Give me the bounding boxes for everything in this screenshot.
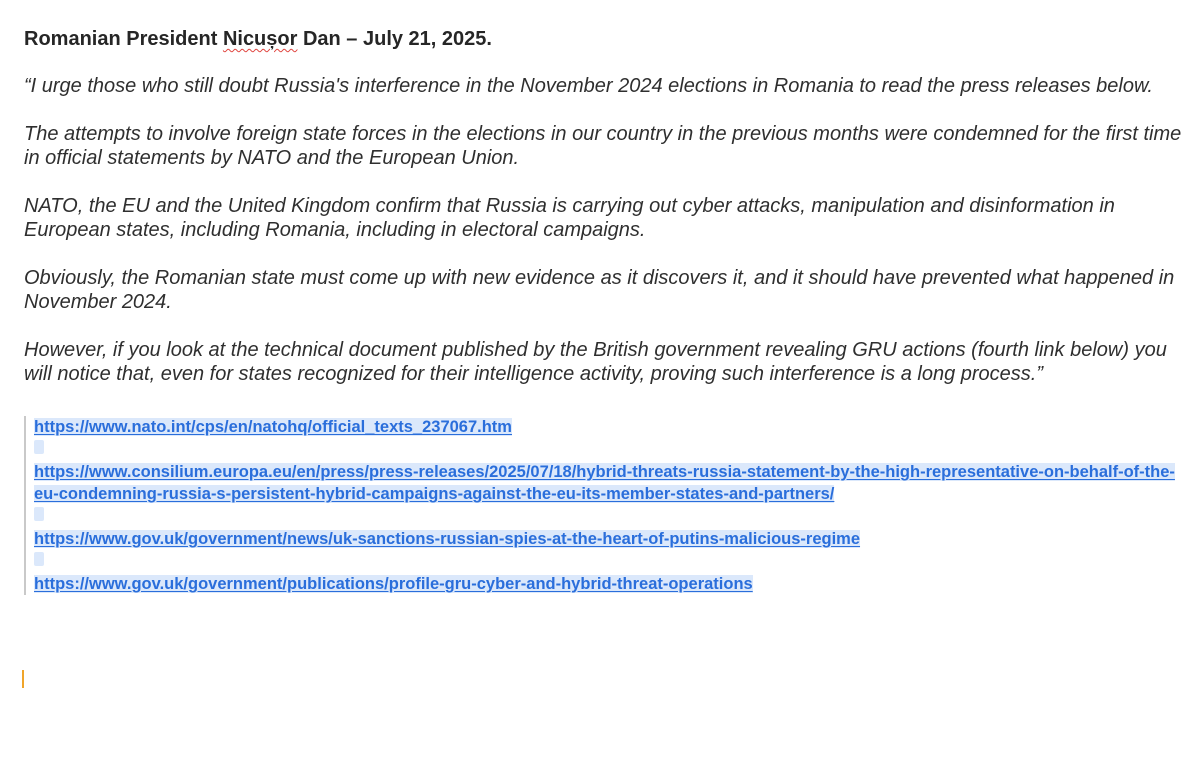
selection-gap bbox=[34, 440, 44, 454]
document-heading bbox=[24, 26, 1184, 52]
link-list bbox=[24, 416, 1184, 595]
quote-paragraph-3: NATO, the EU and the United Kingdom confirm that Russia is carrying out cyber attacks, manipulation and disinformation in European states, including Romania, including in electoral campaigns. bbox=[24, 195, 1115, 241]
quote-paragraph-4: Obviously, the Romanian state must come up with new evidence as it discovers it, and it should have prevented what happened in November 2024. bbox=[24, 267, 1175, 313]
link-item bbox=[34, 461, 1184, 505]
quote-paragraph-2: The attempts to involve foreign state forces in the elections in our country in the previous months were condemned for the first time in official statements by NATO and the European Union. bbox=[24, 123, 1182, 169]
document-body[interactable] bbox=[24, 26, 1184, 595]
misspelled-word[interactable]: Nicușor bbox=[222, 28, 298, 50]
selection-gap bbox=[34, 507, 44, 521]
link-item bbox=[34, 416, 1184, 438]
link-item bbox=[34, 573, 1184, 595]
quote-paragraph-5: However, if you look at the technical document published by the British government revealing GRU actions (fourth link below) you will notice that, even for states recognized for their intelligence activity, proving such interference is a long process.” bbox=[24, 339, 1167, 385]
uk-gru-profile-link[interactable]: https://www.gov.uk/government/publications/profile-gru-cyber-and-hybrid-threat-operations bbox=[34, 575, 753, 593]
heading-prefix: Romanian President bbox=[24, 28, 223, 50]
selection-gap bbox=[34, 552, 44, 566]
uk-sanctions-link[interactable]: https://www.gov.uk/government/news/uk-sanctions-russian-spies-at-the-heart-of-putins-malicious-regime bbox=[34, 530, 861, 548]
heading-suffix: Dan – July 21, 2025. bbox=[297, 28, 492, 50]
quote-paragraph-1: “I urge those who still doubt Russia's interference in the November 2024 elections in Romania to read the press releases below. bbox=[24, 75, 1153, 97]
link-item bbox=[34, 528, 1184, 550]
text-cursor bbox=[22, 670, 24, 688]
eu-council-link[interactable]: https://www.consilium.europa.eu/en/press/press-releases/2025/07/18/hybrid-threats-russia-statement-by-the-high-representative-on-behalf-of-the-eu-condemning-russia-s-persistent-hybrid-campaigns-against-the-eu-its-member-states-and-partners/ bbox=[34, 463, 1175, 503]
nato-link[interactable]: https://www.nato.int/cps/en/natohq/official_texts_237067.htm bbox=[34, 418, 512, 436]
